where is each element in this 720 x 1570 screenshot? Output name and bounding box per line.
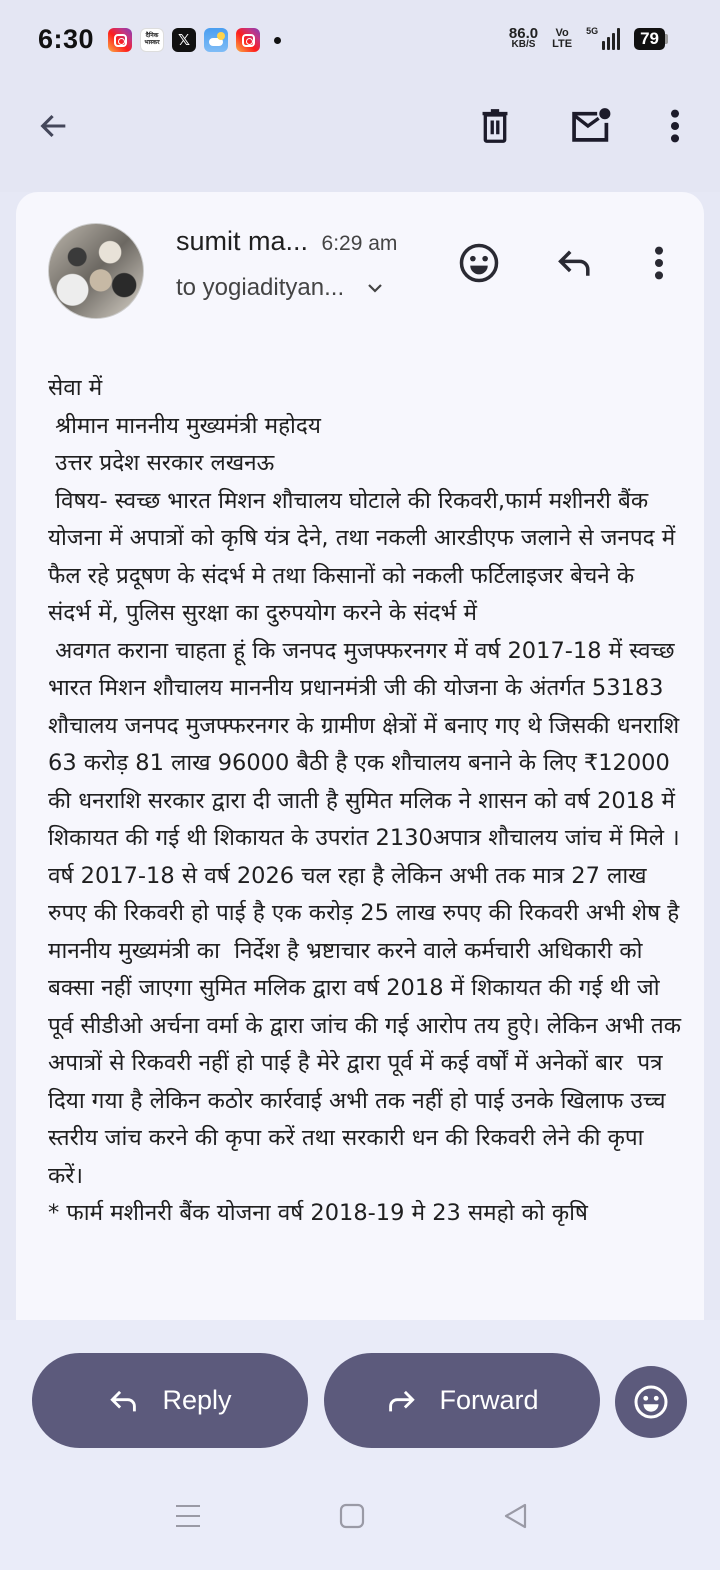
- system-icons: [508, 25, 668, 50]
- emoji-reaction-icon: [633, 1384, 669, 1420]
- email-body: [48, 370, 696, 1233]
- reply-button-header[interactable]: [551, 239, 599, 287]
- delete-icon: [478, 108, 512, 144]
- reply-icon: [555, 247, 595, 279]
- status-bar: [0, 0, 720, 80]
- mark-unread-icon: [569, 106, 613, 146]
- delete-button[interactable]: [471, 102, 519, 150]
- notification-icons: [108, 28, 281, 52]
- expand-details-button[interactable]: [366, 282, 384, 294]
- instagram-icon: [108, 28, 132, 52]
- sender-line[interactable]: [176, 226, 397, 257]
- email-time: 6:29 am: [321, 232, 398, 255]
- weather-icon: [204, 28, 228, 52]
- home-square-icon: [339, 1503, 365, 1529]
- chevron-down-icon: [366, 282, 384, 294]
- email-card: [16, 192, 704, 1320]
- back-triangle-icon: [503, 1503, 529, 1529]
- mark-unread-button[interactable]: [567, 102, 615, 150]
- x-icon: 𝕏: [172, 28, 196, 52]
- recipient: to yogiadityan...: [176, 274, 345, 301]
- reply-button[interactable]: [32, 1353, 308, 1448]
- app-bar: [0, 80, 720, 192]
- sender-name: sumit ma...: [176, 226, 309, 256]
- body-paragraph: उत्तर प्रदेश सरकार लखनऊ: [48, 450, 275, 476]
- system-back-button[interactable]: [496, 1500, 536, 1532]
- more-vert-icon: [654, 246, 664, 280]
- forward-button[interactable]: [324, 1353, 600, 1448]
- home-button[interactable]: [332, 1500, 372, 1532]
- body-paragraph: श्रीमान माननीय मुख्यमंत्री महोदय: [48, 412, 321, 439]
- message-more-button[interactable]: [635, 239, 683, 287]
- status-time: 6:30: [38, 24, 95, 54]
- forward-icon: [385, 1388, 417, 1414]
- emoji-reaction-button[interactable]: [615, 1366, 687, 1438]
- battery-level: 79: [634, 28, 665, 50]
- reply-label: Reply: [162, 1385, 232, 1415]
- system-nav-bar: [0, 1460, 720, 1570]
- back-arrow-icon: [37, 109, 71, 143]
- battery-icon: [634, 28, 668, 50]
- instagram-icon: [236, 28, 260, 52]
- network-speed: 86.0 KB/S: [508, 25, 539, 50]
- body-paragraph: सेवा में: [48, 375, 103, 401]
- recipient-line[interactable]: [176, 274, 384, 302]
- body-paragraph: अवगत कराना चाहता हूं कि जनपद मुजफ्फरनगर में वर्ष 2017-18 में स्वच्छ भारत मिशन शौचालय माननीय प्रधानमंत्री जी की योजना के अंतर्गत 53183 शौचालय जनपद मुजफ्फरनगर के ग्रामीण क्षेत्रों में बनाए गए थे जिसकी धनराशि 63 करोड़ 81 लाख 96000 बैठी है एक शौचालय बनाने के लिए ₹12000 की धनराशि सरकार द्वारा दी जाती है सुमित मलिक ने शासन को वर्ष 2018 में शिकायत की गई थी शिकायत के उपरांत 2130अपात्र शौचालय जांच में मिले ।वर्ष 2017-18 से वर्ष 2026 चल रहा है लेकिन अभी तक मात्र 27 लाख रुपए की रिकवरी हो पाई है एक करोड़ 25 लाख रुपए की रिकवरी अभी शेष है माननीय मुख्यमंत्री का निर्देश है भ्रष्टाचार करने वाले कर्मचारी अधिकारी को बक्सा नहीं जाएगा सुमित मलिक द्वारा वर्ष 2018 में शिकायत की गई थी जो पूर्व सीडीओ अर्चना वर्मा के द्वारा जांच की गई आरोप तय हुऐ। लेकिन अभी तक अपात्रों से रिकवरी नहीं हो पाई है मेरे द्वारा पूर्व में कई वर्षों में अनेकों बार पत्र दिया गया है लेकिन कठोर कार्रवाई अभी तक नहीं हो पाई उनके खिलाफ उच्च स्तरीय जांच करने की कृपा करें तथा सरकारी धन की रिकवरी लेने की कृपा करें।: [48, 637, 696, 1189]
- sender-avatar[interactable]: [48, 223, 144, 319]
- signal-strength-icon: 5G: [586, 28, 620, 50]
- more-vert-icon: [670, 109, 680, 143]
- body-paragraph: * फार्म मशीनरी बैंक योजना वर्ष 2018-19 मे 23 समहो को कृषि: [48, 1200, 588, 1226]
- add-reaction-button[interactable]: [455, 239, 503, 287]
- emoji-reaction-icon: [458, 242, 500, 284]
- reply-icon: [108, 1388, 140, 1414]
- news-app-icon: दैनिक भास्कर: [140, 28, 164, 52]
- menu-lines-icon: [175, 1503, 201, 1529]
- more-options-button[interactable]: [651, 102, 699, 150]
- body-paragraph: विषय- स्वच्छ भारत मिशन शौचालय घोटाले की रिकवरी,फार्म मशीनरी बैंक योजना में अपात्रों को कृषि यंत्र देने, तथा नकली आरडीएफ जलाने से जनपद में फैल रहे प्रदूषण के संदर्भ मे तथा किसानों को नकली फर्टिलाइजर बेचने के संदर्भ में, पुलिस सुरक्षा का दुरुपयोग करने के संदर्भ में: [48, 487, 683, 626]
- action-bar: [0, 1320, 720, 1460]
- back-button[interactable]: [30, 102, 78, 150]
- recent-apps-button[interactable]: [168, 1500, 208, 1532]
- more-notifications-dot-icon: [274, 37, 281, 44]
- volte-indicator: Vo LTE: [552, 27, 573, 50]
- forward-label: Forward: [439, 1385, 539, 1415]
